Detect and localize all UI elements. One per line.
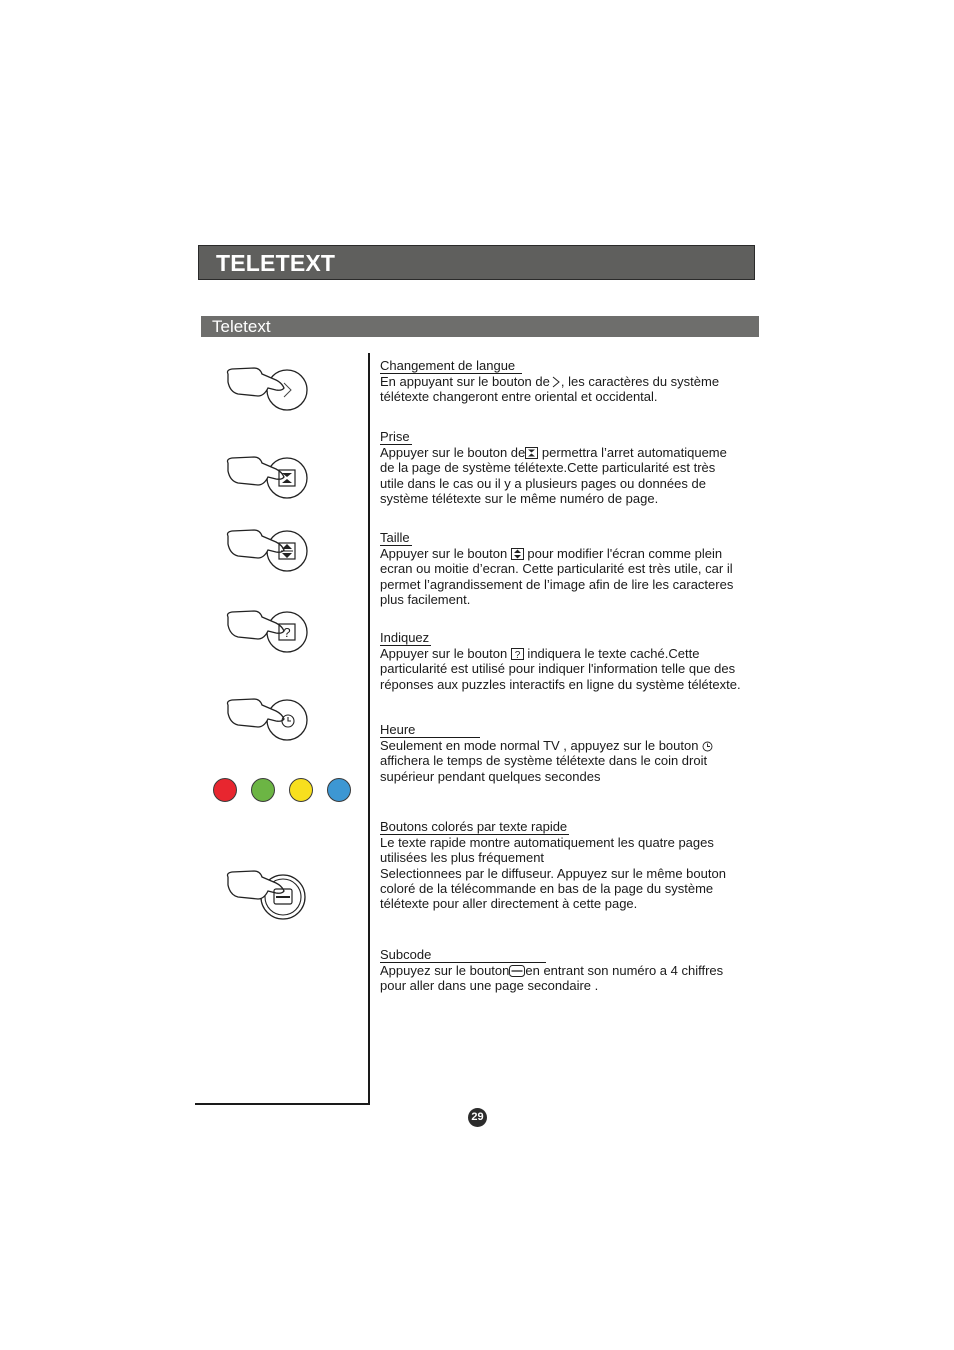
size-button-icon — [224, 528, 314, 578]
section-subcode — [380, 947, 765, 994]
section-body: Appuyer sur le bouton ? indiquera le texte caché.Cette particularité est utilisé pour indiquer l'information telle que des réponses aux puzzles interactifs en ligne du système télétexte. — [380, 646, 741, 692]
horizontal-divider — [195, 1103, 369, 1105]
hold-icon — [525, 447, 538, 459]
section-size — [380, 530, 765, 607]
section-title: Heure — [380, 722, 480, 738]
blue-button-icon — [327, 778, 351, 802]
subheader-bar — [201, 316, 759, 337]
section-language — [380, 358, 765, 405]
section-body: Appuyer sur le bouton de permettra l’arret automatiqueme de la page de système télétexte.Cette particularité est très utile dans le cas ou il y a plusieurs pages ou données de système télétexte sur le même numéro de page. — [380, 445, 727, 506]
subcode-button-icon — [224, 869, 314, 924]
header-bar — [198, 245, 755, 280]
svg-text:?: ? — [514, 650, 521, 661]
section-hold — [380, 429, 765, 506]
size-icon — [511, 548, 524, 560]
section-body: Appuyez sur le bouton en entrant son numéro a 4 chiffres pour aller dans une page secondaire . — [380, 963, 724, 994]
section-title: Subcode — [380, 947, 546, 963]
yellow-button-icon — [289, 778, 313, 802]
section-clock — [380, 722, 765, 784]
chevron-right-icon — [550, 376, 561, 388]
section-title: Taille — [380, 530, 410, 545]
green-button-icon — [251, 778, 275, 802]
page-title: TELETEXT — [216, 250, 336, 276]
hold-button-icon — [224, 455, 314, 505]
red-button-icon — [213, 778, 237, 802]
section-title: Indiquez — [380, 630, 430, 645]
section-body: En appuyant sur le bouton de , les caractères du système télétexte changeront entre oriental et occidental. — [380, 374, 720, 405]
vertical-divider — [368, 353, 370, 1105]
section-title: Boutons colorés par texte rapide — [380, 819, 568, 834]
section-body: Seulement en mode normal TV , appuyez sur le bouton affichera le temps de système télétexte dans le coin droit supérieur pendant quelques secondes — [380, 738, 765, 784]
page-number: 29 — [468, 1108, 487, 1127]
section-fastext — [380, 819, 765, 911]
section-body: Appuyer sur le bouton pour modifier l'écran comme plein ecran ou moitie d’ecran. Cette particularité est très utile, car il permet l’agrandissement de l’image afin de lire les caracteres plus facilement. — [380, 546, 734, 607]
section-heading: Teletext — [212, 317, 271, 336]
section-title: Prise — [380, 429, 410, 444]
reveal-button-icon — [224, 609, 314, 659]
clock-button-icon — [224, 697, 314, 747]
language-button-icon — [224, 366, 314, 416]
clock-icon — [702, 741, 713, 752]
section-title: Changement de langue — [380, 358, 522, 374]
section-body: Le texte rapide montre automatiquement les quatre pages utilisées les plus fréquement Selectionnees par le diffuseur. Appuyez sur le même bouton coloré de la télécommande en bas de la page du système télétexte pour aller directement à cette page. — [380, 835, 726, 912]
section-reveal — [380, 630, 765, 692]
subcode-icon — [509, 965, 525, 977]
svg-text:?: ? — [283, 625, 291, 640]
reveal-icon — [511, 648, 524, 660]
